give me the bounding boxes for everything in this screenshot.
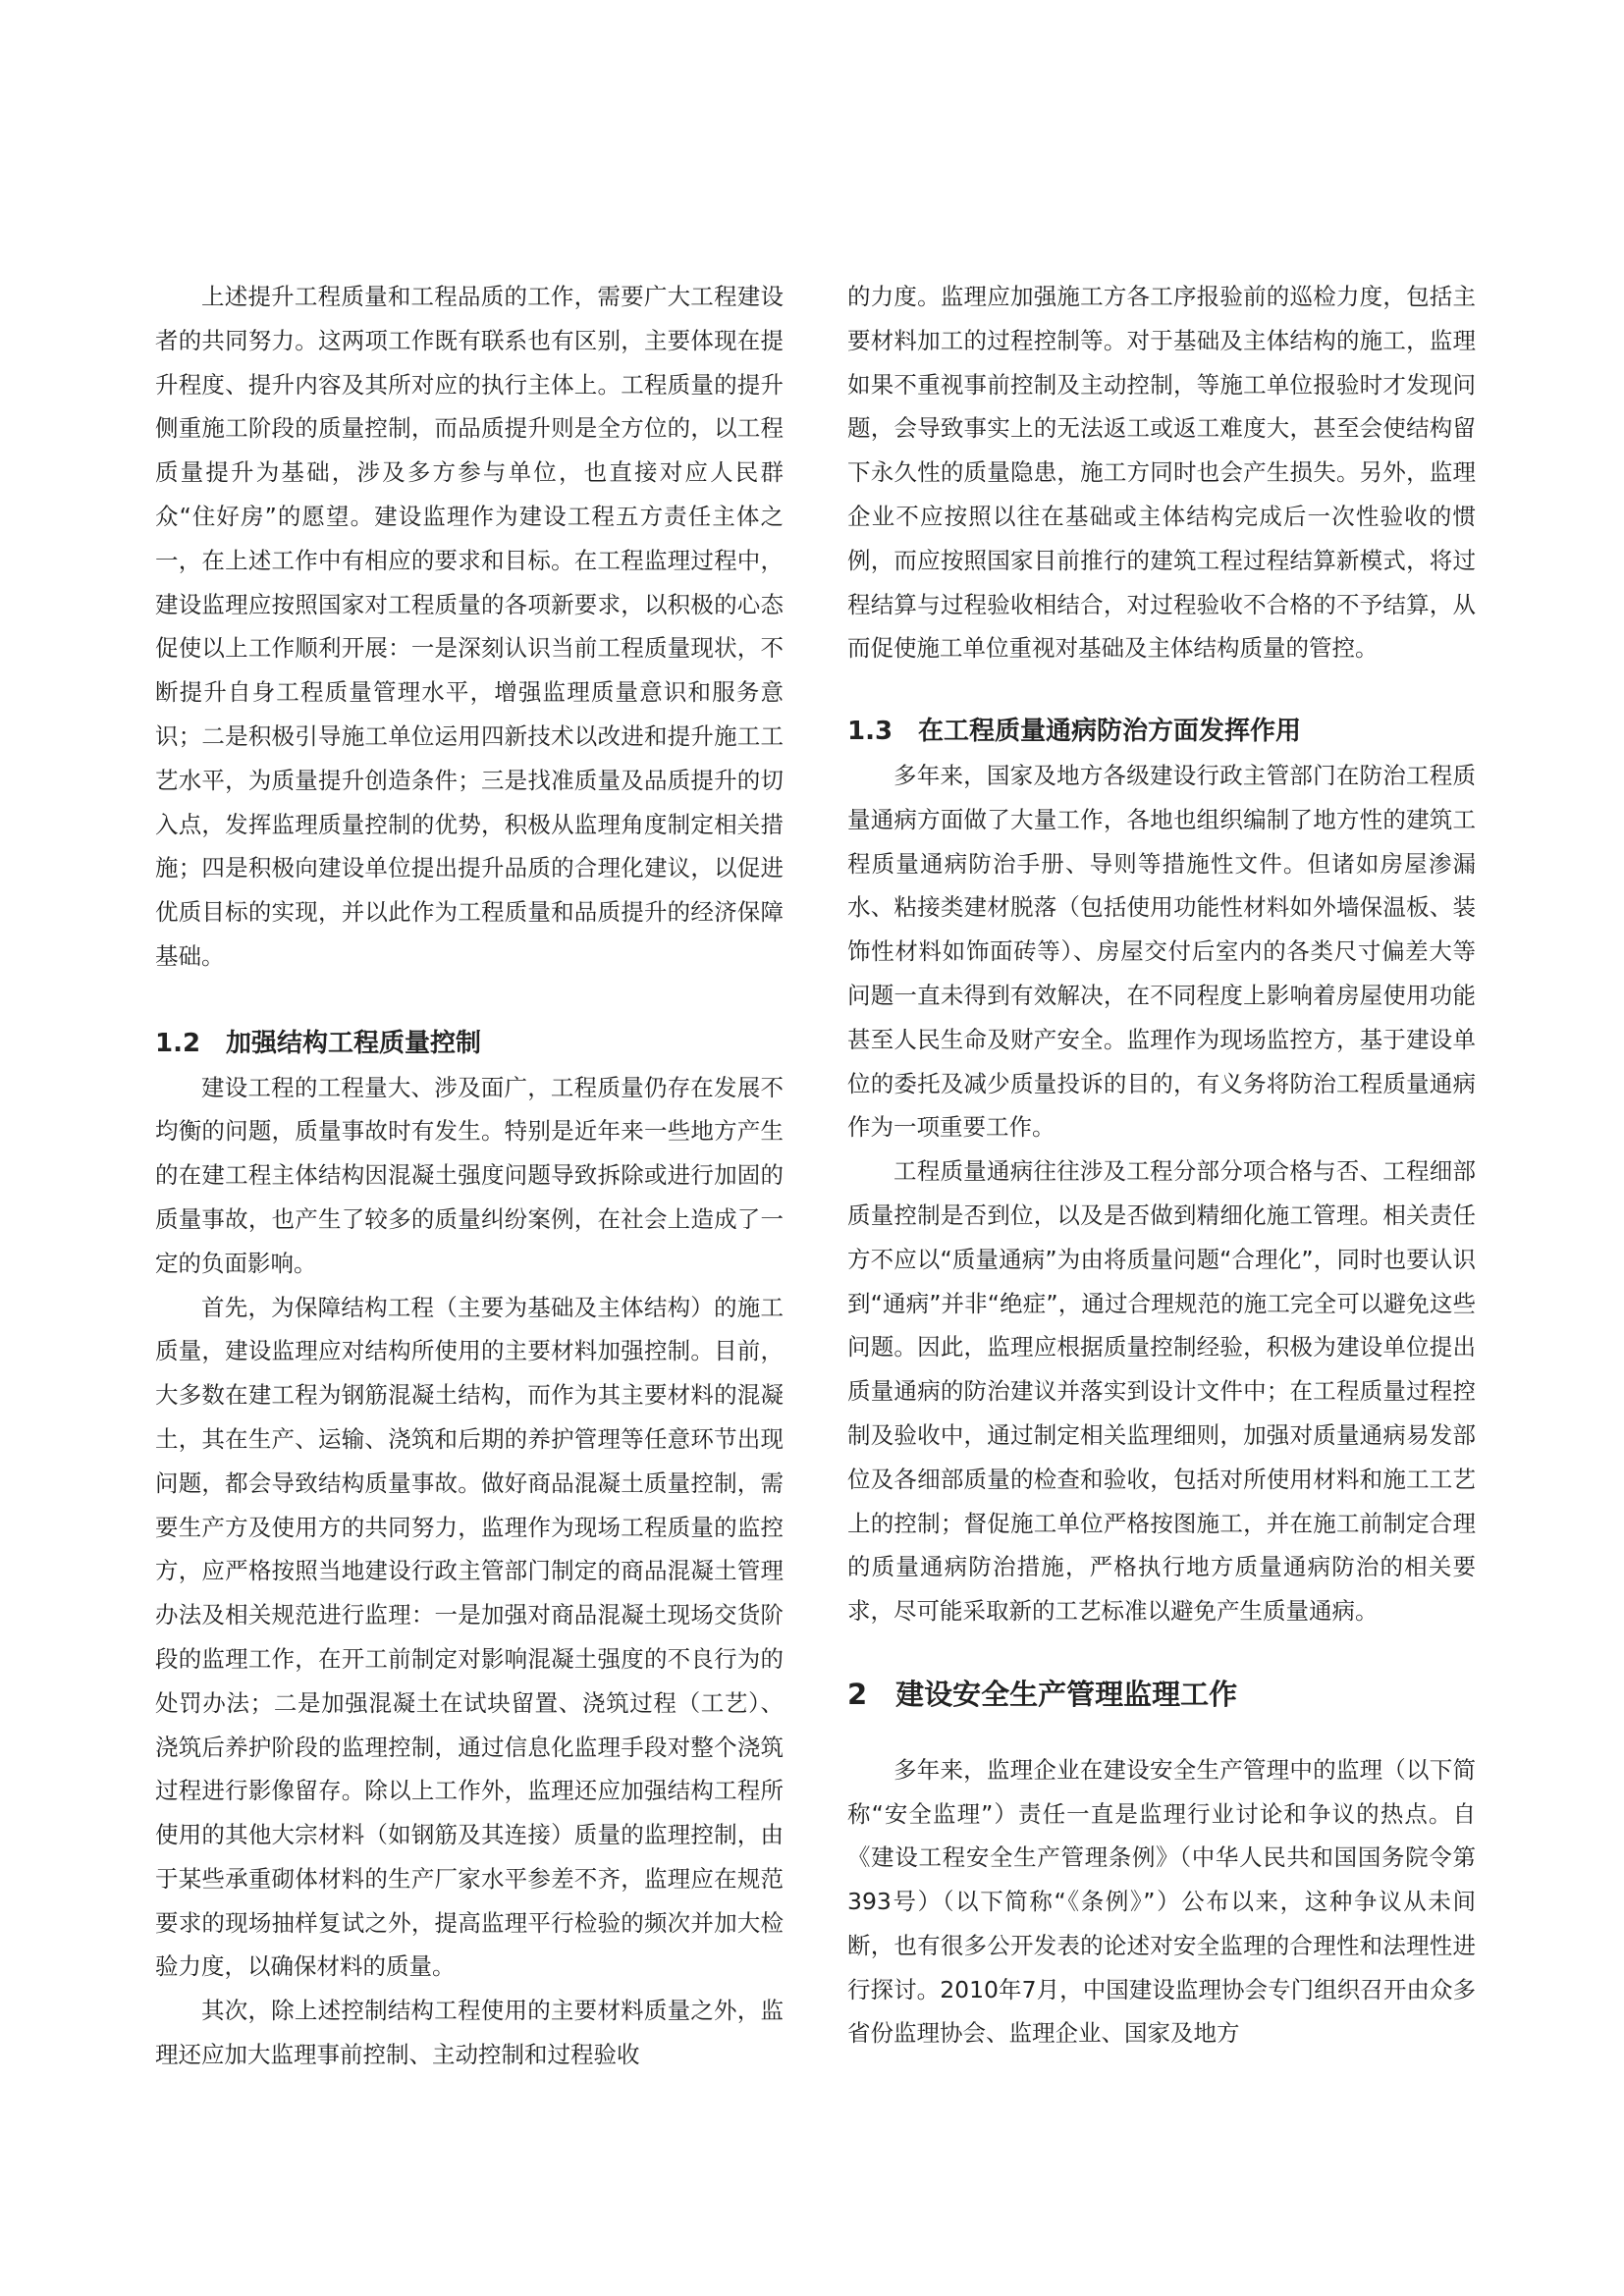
- paragraph: 多年来，国家及地方各级建设行政主管部门在防治工程质量通病方面做了大量工作，各地也组织编制了地方性的建筑工程质量通病防治手册、导则等措施性文件。但诸如房屋渗漏水、粘接类建材脱落（包括使用功能性材料如外墙保温板、装饰性材料如饰面砖等）、房屋交付后室内的各类尺寸偏差大等问题一直未得到有效解决，在不同程度上影响着房屋使用功能甚至人民生命及财产安全。监理作为现场监控方，基于建设单位的委托及减少质量投诉的目的，有义务将防治工程质量通病作为一项重要工作。: [847, 761, 1476, 1142]
- section-heading-1-2: 1.2 加强结构工程质量控制: [155, 1028, 482, 1058]
- paragraph: 其次，除上述控制结构工程使用的主要材料质量之外，监理还应加大监理事前控制、主动控制和过程验收: [155, 1997, 784, 2069]
- left-column: [155, 275, 784, 2077]
- right-column: [847, 275, 1476, 2056]
- paragraph: 上述提升工程质量和工程品质的工作，需要广大工程建设者的共同努力。这两项工作既有联系也有区别，主要体现在提升程度、提升内容及其所对应的执行主体上。工程质量的提升侧重施工阶段的质量控制，而品质提升则是全方位的，以工程质量提升为基础，涉及多方参与单位，也直接对应人民群众“住好房”的愿望。建设监理作为建设工程五方责任主体之一，在上述工作中有相应的要求和目标。在工程监理过程中，建设监理应按照国家对工程质量的各项新要求，以积极的心态促使以上工作顺利开展：一是深刻认识当前工程质量现状，不断提升自身工程质量管理水平，增强监理质量意识和服务意识；二是积极引导施工单位运用四新技术以改进和提升施工工艺水平，为质量提升创造条件；三是找准质量及品质提升的切入点，发挥监理质量控制的优势，积极从监理角度制定相关措施；四是积极向建设单位提出提升品质的合理化建议，以促进优质目标的实现，并以此作为工程质量和品质提升的经济保障基础。: [155, 283, 784, 970]
- section-heading-1-3: 1.3 在工程质量通病防治方面发挥作用: [847, 717, 1302, 747]
- paragraph: 多年来，监理企业在建设安全生产管理中的监理（以下简称“安全监理”）责任一直是监理行业讨论和争议的热点。自《建设工程安全生产管理条例》（中华人民共和国国务院令第393号）（以下简称“《条例》”）公布以来，这种争议从未间断，也有很多公开发表的论述对安全监理的合理性和法理性进行探讨。2010年7月，中国建设监理协会专门组织召开由众多省份监理协会、监理企业、国家及地方: [847, 1755, 1476, 2048]
- paragraph: 工程质量通病往往涉及工程分部分项合格与否、工程细部质量控制是否到位，以及是否做到精细化施工管理。相关责任方不应以“质量通病”为由将质量问题“合理化”，同时也要认识到“通病”并非“绝症”，通过合理规范的施工完全可以避免这些问题。因此，监理应根据质量控制经验，积极为建设单位提出质量通病的防治建议并落实到设计文件中；在工程质量过程控制及验收中，通过制定相关监理细则，加强对质量通病易发部位及各细部质量的检查和验收，包括对所使用材料和施工工艺上的控制；督促施工单位严格按图施工，并在施工前制定合理的质量通病防治措施，严格执行地方质量通病防治的相关要求，尽可能采取新的工艺标准以避免产生质量通病。: [847, 1157, 1476, 1626]
- paragraph-continued: 的力度。监理应加强施工方各工序报验前的巡检力度，包括主要材料加工的过程控制等。对于基础及主体结构的施工，监理如果不重视事前控制及主动控制，等施工单位报验时才发现问题，会导致事实上的无法返工或返工难度大，甚至会使结构留下永久性的质量隐患，施工方同时也会产生损失。另外，监理企业不应按照以往在基础或主体结构完成后一次性验收的惯例，而应按照国家目前推行的建筑工程过程结算新模式，将过程结算与过程验收相结合，对过程验收不合格的不予结算，从而促使施工单位重视对基础及主体结构质量的管控。: [847, 283, 1476, 663]
- paragraph: 建设工程的工程量大、涉及面广，工程质量仍存在发展不均衡的问题，质量事故时有发生。特别是近年来一些地方产生的在建工程主体结构因混凝土强度问题导致拆除或进行加固的质量事故，也产生了较多的质量纠纷案例，在社会上造成了一定的负面影响。: [155, 1073, 784, 1277]
- paragraph: 首先，为保障结构工程（主要为基础及主体结构）的施工质量，建设监理应对结构所使用的主要材料加强控制。目前，大多数在建工程为钢筋混凝土结构，而作为其主要材料的混凝土，其在生产、运输、浇筑和后期的养护管理等任意环节出现问题，都会导致结构质量事故。做好商品混凝土质量控制，需要生产方及使用方的共同努力，监理作为现场工程质量的监控方，应严格按照当地建设行政主管部门制定的商品混凝土管理办法及相关规范进行监理：一是加强对商品混凝土现场交货阶段的监理工作，在开工前制定对影响混凝土强度的不良行为的处罚办法；二是加强混凝土在试块留置、浇筑过程（工艺）、浇筑后养护阶段的监理控制，通过信息化监理手段对整个浇筑过程进行影像留存。除以上工作外，监理还应加强结构工程所使用的其他大宗材料（如钢筋及其连接）质量的监理控制，由于某些承重砌体材料的生产厂家水平参差不齐，监理应在规范要求的现场抽样复试之外，提高监理平行检验的频次并加大检验力度，以确保材料的质量。: [155, 1293, 784, 1981]
- section-heading-2: 2 建设安全生产管理监理工作: [847, 1677, 1238, 1711]
